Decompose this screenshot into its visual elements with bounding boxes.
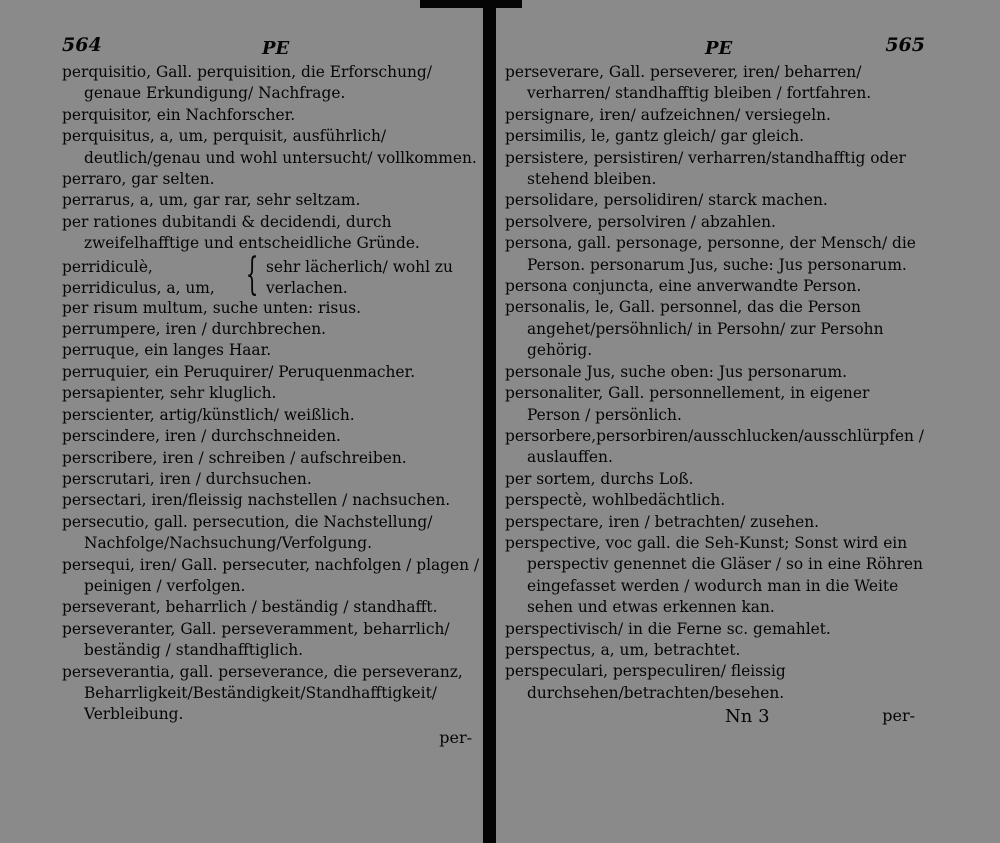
dictionary-entry: per risum multum, suche unten: risus. <box>62 298 362 317</box>
dictionary-entry: perquisitus, a, um, perquisit, ausführlich/ deutlich/genau und wohl untersucht/ vollkommen. <box>62 127 477 167</box>
dictionary-entry: perspectivisch/ in die Ferne sc. gemahlet. <box>505 619 831 638</box>
dictionary-entry: per rationes dubitandi & decidendi, durch zweifelhafftige und entscheidliche Gründe. <box>62 212 420 253</box>
brace-headword: perridiculè, <box>62 257 153 276</box>
dictionary-entry: perspectare, iren / betrachten/ zusehen. <box>505 512 820 531</box>
brace-headword: perridiculus, a, um, <box>62 278 215 297</box>
dictionary-entry: perseveranter, Gall. perseveramment, beharrlich/ beständig / standhafftiglich. <box>62 619 450 660</box>
brace-definition: sehr lächerlich/ wohl zu verlachen. <box>266 257 453 297</box>
left-page <box>62 34 482 750</box>
dictionary-entry: perseverantia, gall. perseverance, die perseveranz, Beharrligkeit/Beständigkeit/Standhafftigkeit/ Verbleibung. <box>62 662 463 724</box>
dictionary-entry: perscrutari, iren / durchsuchen. <box>62 469 312 488</box>
signature-mark: Nn 3 <box>725 706 770 728</box>
right-page <box>505 34 925 728</box>
curly-brace: { <box>245 248 259 300</box>
dictionary-entry: persectari, iren/fleissig nachstellen / nachsuchen. <box>62 491 451 510</box>
scan-top-bar <box>420 0 522 8</box>
right-page-header <box>505 34 925 58</box>
right-entries <box>505 62 925 704</box>
left-entries <box>62 62 482 726</box>
dictionary-entry: perscribere, iren / schreiben / aufschreiben. <box>62 448 407 467</box>
dictionary-entry: perseverare, Gall. perseverer, iren/ beharren/ verharren/ standhafftig bleiben / fortfahren. <box>505 63 872 103</box>
dictionary-entry: persequi, iren/ Gall. persecuter, nachfolgen / plagen / peinigen / verfolgen. <box>62 555 480 595</box>
dictionary-entry: persimilis, le, gantz gleich/ gar gleich. <box>505 127 805 146</box>
dictionary-entry: perseverant, beharrlich / beständig / standhafft. <box>62 598 438 617</box>
right-section-heading: PE <box>705 38 733 59</box>
left-section-heading: PE <box>262 38 290 59</box>
dictionary-entry: persistere, persistiren/ verharren/standhafftig oder stehend bleiben. <box>505 148 906 189</box>
dictionary-entry: perrarus, a, um, gar rar, sehr seltzam. <box>62 191 361 210</box>
dictionary-entry: persolidare, persolidiren/ starck machen. <box>505 191 828 210</box>
brace-entry-group <box>62 248 482 300</box>
dictionary-entry: personale Jus, suche oben: Jus personarum. <box>505 362 848 381</box>
dictionary-entry: persona, gall. personage, personne, der Mensch/ die Person. personarum Jus, suche: Jus personarum. <box>505 234 916 274</box>
dictionary-entry: perrumpere, iren / durchbrechen. <box>62 320 327 339</box>
book-gutter <box>483 6 496 843</box>
left-page-footer <box>62 728 482 750</box>
dictionary-entry: persorbere,persorbiren/ausschlucken/ausschlürpfen / auslauffen. <box>505 426 924 467</box>
dictionary-entry: persolvere, persolviren / abzahlen. <box>505 212 776 231</box>
left-catchword: per- <box>439 727 472 747</box>
dictionary-entry: persecutio, gall. persecution, die Nachstellung/ Nachfolge/Nachsuchung/Verfolgung. <box>62 512 433 553</box>
left-page-number: 564 <box>62 34 102 56</box>
dictionary-entry: perspective, voc gall. die Seh-Kunst; Sonst wird ein perspectiv genennet die Gläser / so in eine Röhren eingefasset werden / wodurch man in die Weite sehen und etwas erkennen kan. <box>505 533 923 617</box>
dictionary-entry: perruque, ein langes Haar. <box>62 341 272 360</box>
dictionary-entry: persignare, iren/ aufzeichnen/ versiegeln. <box>505 105 831 124</box>
dictionary-entry: perspectè, wohlbedächtlich. <box>505 491 726 510</box>
dictionary-entry: personalis, le, Gall. personnel, das die Person angehet/persöhnlich/ in Persohn/ zur Persohn gehörig. <box>505 298 884 360</box>
dictionary-entry: perscindere, iren / durchschneiden. <box>62 427 341 446</box>
right-catchword: per- <box>882 706 915 726</box>
dictionary-entry: perruquier, ein Peruquirer/ Peruquenmacher. <box>62 362 416 381</box>
dictionary-entry: persapienter, sehr kluglich. <box>62 384 277 403</box>
dictionary-entry: persona conjuncta, eine anverwandte Person. <box>505 277 862 296</box>
dictionary-entry: perspeculari, perspeculiren/ fleissig durchsehen/betrachten/besehen. <box>505 662 786 702</box>
right-page-number: 565 <box>885 34 925 56</box>
dictionary-entry: perquisitor, ein Nachforscher. <box>62 105 296 124</box>
dictionary-entry: perscienter, artig/künstlich/ weißlich. <box>62 405 355 424</box>
dictionary-entry: perspectus, a, um, betrachtet. <box>505 640 741 659</box>
right-page-footer <box>505 706 925 728</box>
dictionary-entry: perraro, gar selten. <box>62 170 215 189</box>
dictionary-entry: perquisitio, Gall. perquisition, die Erforschung/ genaue Erkundigung/ Nachfrage. <box>62 63 432 103</box>
dictionary-entry: per sortem, durchs Loß. <box>505 469 694 488</box>
dictionary-entry: personaliter, Gall. personnellement, in eigener Person / persönlich. <box>505 384 870 424</box>
left-page-header <box>62 34 482 58</box>
